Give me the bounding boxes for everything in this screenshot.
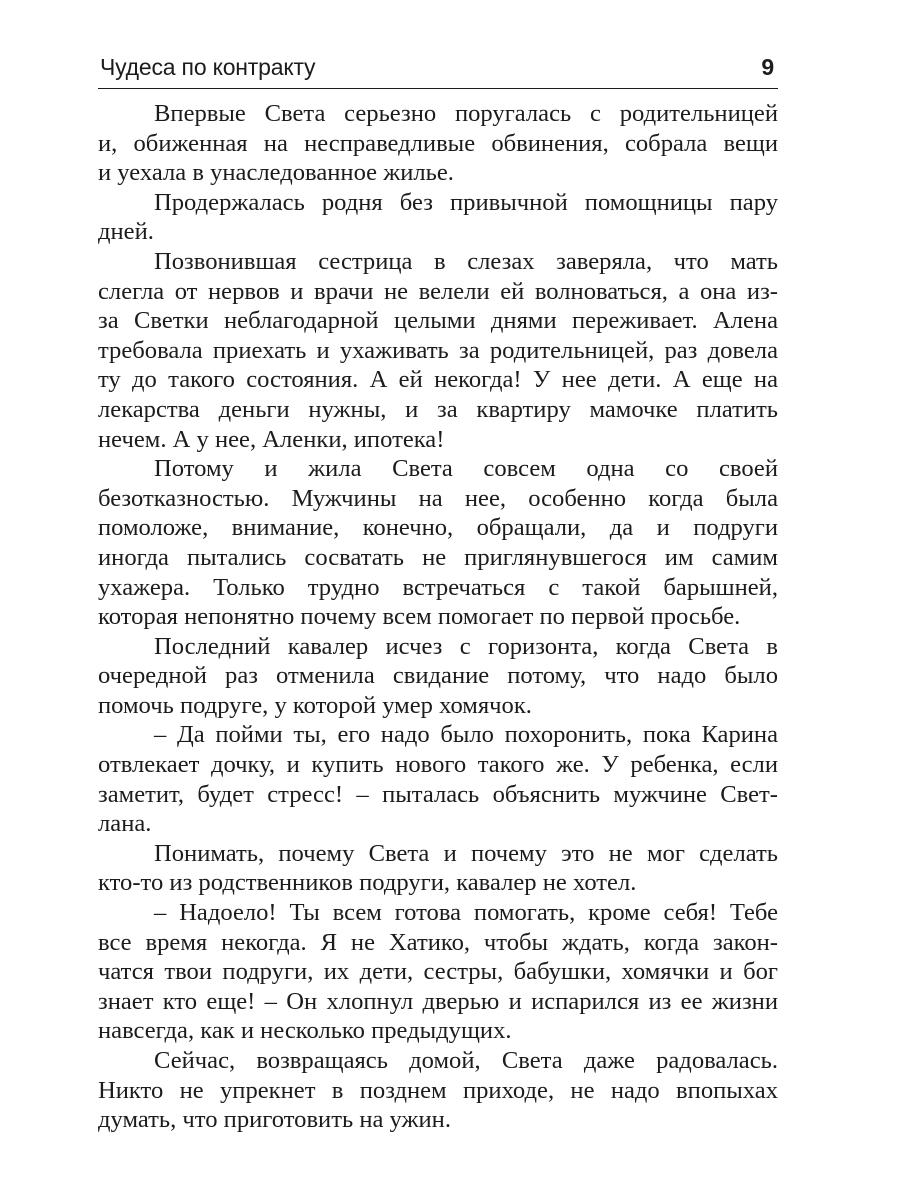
text-line: помочь подруге, у которой умер хомячок. (98, 691, 532, 719)
text-line: чатся твои подруги, их дети, сестры, бабушки, хомячки и бог (98, 958, 778, 986)
text-line: Потому и жила Света совсем одна со своей (154, 455, 778, 483)
text-line: отвлекает дочку, и купить нового такого же. У ребенка, если (98, 751, 778, 779)
text-line: за Светки неблагодарной целыми днями переживает. Алена (98, 307, 778, 335)
text-line: навсегда, как и несколько предыдущих. (98, 1017, 512, 1045)
text-line: требовала приехать и ухаживать за родительницей, раз довела (98, 336, 778, 364)
text-line: ухажера. Только трудно встречаться с такой барышней, (98, 573, 778, 601)
text-line: заметит, будет стресс! – пыталась объяснить мужчине Свет- (98, 780, 778, 808)
text-line: дней. (98, 218, 154, 246)
paragraph (98, 898, 778, 1046)
page-number: 9 (761, 54, 774, 80)
paragraph (98, 632, 778, 721)
text-line: лекарства деньги нужны, и за квартиру мамочке платить (98, 395, 778, 423)
paragraph (98, 839, 778, 898)
text-line: нечем. А у нее, Аленки, ипотека! (98, 425, 445, 453)
paragraph (98, 454, 778, 632)
text-line: и, обиженная на несправедливые обвинения, собрала вещи (98, 129, 778, 157)
text-line: помоложе, внимание, конечно, обращали, да и подруги (98, 514, 778, 542)
text-line: лана. (98, 810, 152, 838)
paragraph (98, 720, 778, 838)
text-line: – Надоело! Ты всем готова помогать, кроме себя! Тебе (154, 899, 778, 927)
text-line: кто-то из родственников подруги, кавалер не хотел. (98, 869, 637, 897)
text-line: безотказностью. Мужчины на нее, особенно когда была (98, 484, 778, 512)
text-line: Продержалась родня без привычной помощницы пару (154, 188, 778, 216)
text-line: знает кто еще! – Он хлопнул дверью и испарился из ее жизни (98, 987, 778, 1015)
text-line: Впервые Света серьезно поругалась с родительницей (154, 100, 778, 127)
paragraph (98, 1046, 778, 1135)
body-text (98, 99, 778, 1135)
paragraph (98, 188, 778, 247)
text-line: которая непонятно почему всем помогает по первой просьбе. (98, 603, 741, 631)
running-header (98, 52, 778, 89)
book-page (98, 52, 778, 1135)
text-line: Последний кавалер исчез с горизонта, когда Света в (154, 632, 778, 660)
paragraph (98, 247, 778, 454)
paragraph (98, 99, 778, 188)
text-line: – Да пойми ты, его надо было похоронить, пока Карина (154, 721, 778, 749)
text-line: ту до такого состояния. А ей некогда! У нее дети. А еще на (98, 366, 778, 394)
text-line: Понимать, почему Света и почему это не мог сделать (154, 839, 778, 867)
text-line: думать, что приготовить на ужин. (98, 1106, 451, 1134)
text-line: слегла от нервов и врачи не велели ей волноваться, а она из- (98, 277, 778, 305)
text-line: Позвонившая сестрица в слезах заверяла, что мать (154, 247, 778, 275)
text-line: Никто не упрекнет в позднем приходе, не надо впопыхах (98, 1076, 778, 1104)
book-title: Чудеса по контракту (100, 54, 316, 80)
text-line: и уехала в унаследованное жилье. (98, 159, 454, 187)
text-line: очередной раз отменила свидание потому, что надо было (98, 662, 778, 690)
text-line: все время некогда. Я не Хатико, чтобы ждать, когда закон- (98, 928, 778, 956)
text-line: иногда пытались сосватать не приглянувшегося им самим (98, 543, 778, 571)
text-line: Сейчас, возвращаясь домой, Света даже радовалась. (154, 1047, 778, 1074)
